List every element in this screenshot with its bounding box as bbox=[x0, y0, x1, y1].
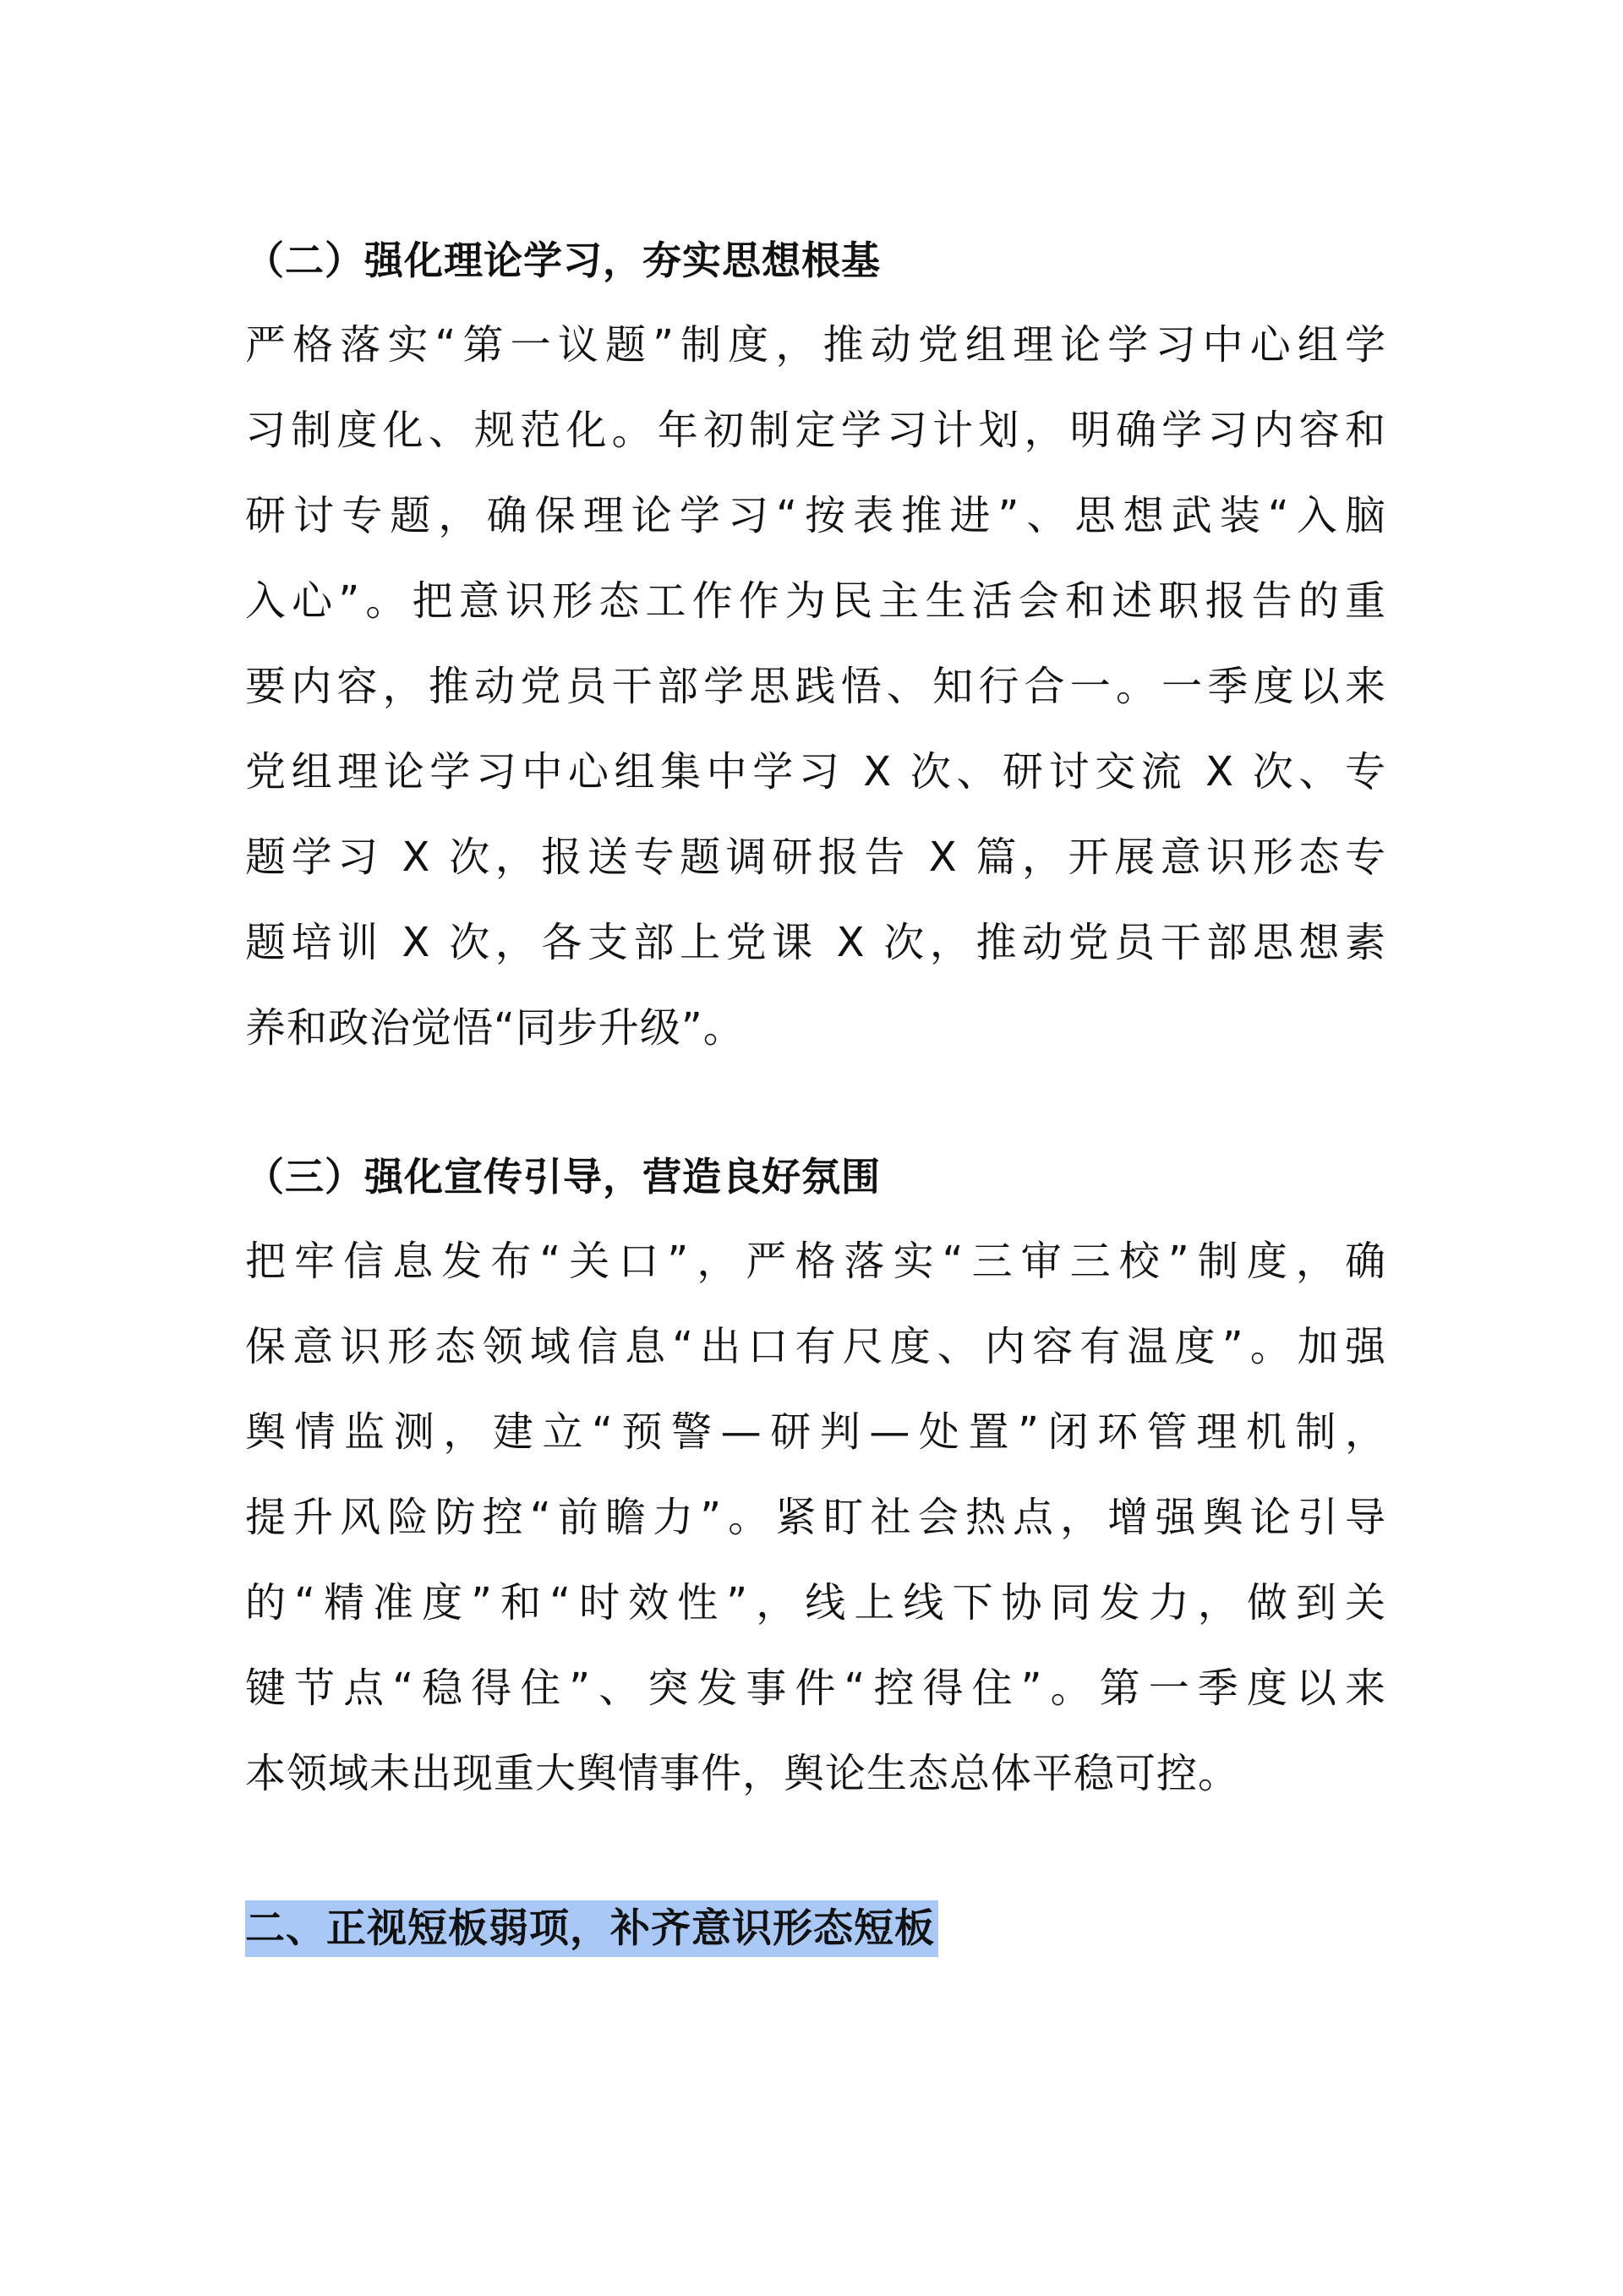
paragraph-line: 舆情监测，建立“预警—研判—处置”闭环管理机制， bbox=[245, 1408, 1386, 1456]
section-two bbox=[245, 218, 1386, 1071]
paragraph-line: 提升风险防控“前瞻力”。紧盯社会热点，增强舆论引导 bbox=[245, 1494, 1386, 1541]
paragraph-line: 把牢信息发布“关口”，严格落实“三审三校”制度，确 bbox=[245, 1238, 1386, 1285]
main-heading-highlighted-text[interactable]: 二、正视短板弱项，补齐意识形态短板 bbox=[245, 1900, 938, 1957]
paragraph-line: 入心”。把意识形态工作作为民主生活会和述职报告的重 bbox=[245, 577, 1386, 625]
section-three-heading: （三）强化宣传引导，营造良好氛围 bbox=[245, 1154, 881, 1200]
section-three-paragraph bbox=[245, 1219, 1386, 1817]
paragraph-line: 要内容，推动党员干部学思践悟、知行合一。一季度以来 bbox=[245, 663, 1386, 710]
paragraph-line: 键节点“稳得住”、突发事件“控得住”。第一季度以来 bbox=[245, 1665, 1386, 1712]
paragraph-line: 习制度化、规范化。年初制定学习计划，明确学习内容和 bbox=[245, 407, 1386, 454]
paragraph-line: 题学习 X 次，报送专题调研报告 X 篇，开展意识形态专 bbox=[245, 834, 1386, 881]
paragraph-line: 严格落实“第一议题”制度，推动党组理论学习中心组学 bbox=[245, 321, 1386, 369]
paragraph-line: 研讨专题，确保理论学习“按表推进”、思想武装“入脑 bbox=[245, 492, 1386, 539]
main-heading bbox=[245, 1894, 938, 1965]
paragraph-line: 题培训 X 次，各支部上党课 X 次，推动党员干部思想素 bbox=[245, 919, 1386, 966]
section-three bbox=[245, 1134, 1386, 1817]
paragraph-line: 本领域未出现重大舆情事件，舆论生态总体平稳可控。 bbox=[245, 1750, 1240, 1797]
section-two-heading: （二）强化理论学习，夯实思想根基 bbox=[245, 238, 881, 283]
paragraph-line: 的“精准度”和“时效性”，线上线下协同发力，做到关 bbox=[245, 1579, 1386, 1626]
paragraph-line: 养和政治觉悟“同步升级”。 bbox=[245, 1004, 745, 1052]
paragraph-line: 党组理论学习中心组集中学习 X 次、研讨交流 X 次、专 bbox=[245, 748, 1386, 795]
section-two-paragraph bbox=[245, 303, 1386, 1071]
paragraph-line: 保意识形态领域信息“出口有尺度、内容有温度”。加强 bbox=[245, 1323, 1386, 1370]
